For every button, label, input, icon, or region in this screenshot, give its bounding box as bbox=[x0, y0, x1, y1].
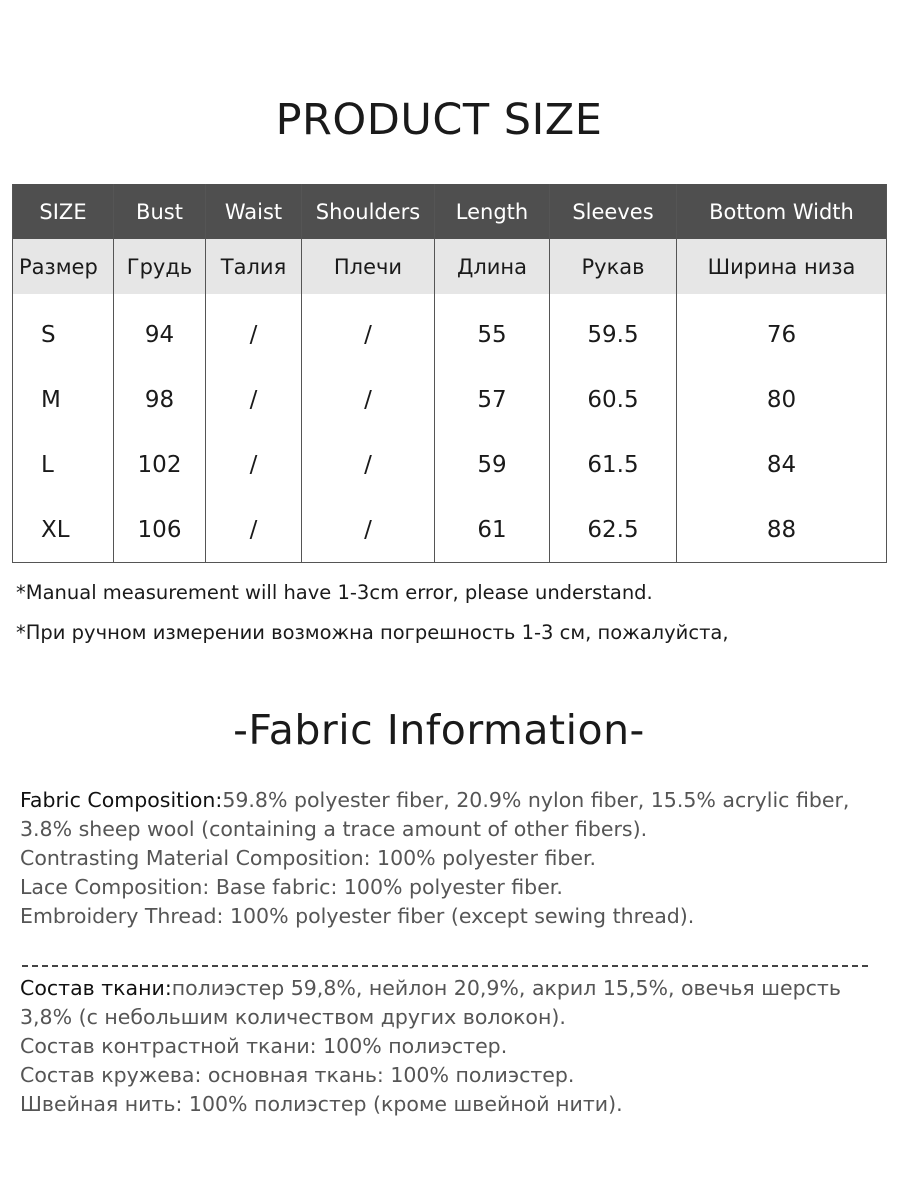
measurement-note-en: *Manual measurement will have 1-3cm error, please understand. bbox=[16, 581, 653, 604]
header-bottom-width-ru: Ширина низа bbox=[677, 239, 887, 294]
header-waist-ru: Талия bbox=[206, 239, 302, 294]
cell-size: L bbox=[13, 432, 114, 497]
cell-size: S bbox=[13, 294, 114, 367]
fabric-composition-label-ru: Состав ткани: bbox=[20, 976, 172, 1000]
table-row bbox=[13, 432, 887, 497]
table-header-row-ru bbox=[13, 239, 887, 294]
cell-waist: / bbox=[206, 432, 302, 497]
embroidery-thread-en: Embroidery Thread: 100% polyester fiber (except sewing thread). bbox=[20, 904, 695, 928]
contrasting-material-ru: Состав контрастной ткани: 100% полиэстер. bbox=[20, 1034, 508, 1058]
header-size: SIZE bbox=[13, 184, 114, 239]
cell-bottom-width: 76 bbox=[677, 294, 887, 367]
fabric-composition-text: 59.8% polyester fiber, 20.9% nylon fiber, 15.5% acrylic fiber, 3.8% sheep wool (containing a trace amount of other fibers). bbox=[20, 788, 850, 841]
cell-waist: / bbox=[206, 497, 302, 563]
header-sleeves: Sleeves bbox=[550, 184, 677, 239]
header-sleeves-ru: Рукав bbox=[550, 239, 677, 294]
header-waist: Waist bbox=[206, 184, 302, 239]
table-row bbox=[13, 294, 887, 367]
header-length: Length bbox=[435, 184, 550, 239]
header-shoulders: Shoulders bbox=[302, 184, 435, 239]
cell-length: 57 bbox=[435, 367, 550, 432]
cell-sleeves: 61.5 bbox=[550, 432, 677, 497]
cell-sleeves: 59.5 bbox=[550, 294, 677, 367]
cell-bottom-width: 80 bbox=[677, 367, 887, 432]
cell-bust: 98 bbox=[114, 367, 206, 432]
fabric-composition-label: Fabric Composition: bbox=[20, 788, 223, 812]
fabric-information-title: -Fabric Information- bbox=[233, 706, 645, 754]
cell-shoulders: / bbox=[302, 294, 435, 367]
dashed-divider bbox=[22, 965, 868, 967]
lace-composition-ru: Состав кружева: основная ткань: 100% полиэстер. bbox=[20, 1063, 575, 1087]
cell-bottom-width: 84 bbox=[677, 432, 887, 497]
fabric-composition-text-ru: полиэстер 59,8%, нейлон 20,9%, акрил 15,5%, овечья шерсть 3,8% (с небольшим количеством других волокон). bbox=[20, 976, 841, 1029]
cell-length: 55 bbox=[435, 294, 550, 367]
header-size-ru: Размер bbox=[13, 239, 114, 294]
lace-composition-en: Lace Composition: Base fabric: 100% polyester fiber. bbox=[20, 875, 563, 899]
measurement-note-ru: *При ручном измерении возможна погрешность 1-3 см, пожалуйста, bbox=[16, 621, 729, 644]
cell-size: XL bbox=[13, 497, 114, 563]
header-bottom-width: Bottom Width bbox=[677, 184, 887, 239]
header-bust-ru: Грудь bbox=[114, 239, 206, 294]
table-header-row-en bbox=[13, 184, 887, 239]
cell-size: M bbox=[13, 367, 114, 432]
cell-bottom-width: 88 bbox=[677, 497, 887, 563]
fabric-composition-en bbox=[20, 786, 870, 844]
cell-waist: / bbox=[206, 367, 302, 432]
cell-length: 61 bbox=[435, 497, 550, 563]
header-length-ru: Длина bbox=[435, 239, 550, 294]
cell-bust: 94 bbox=[114, 294, 206, 367]
table-row bbox=[13, 497, 887, 563]
fabric-composition-ru bbox=[20, 974, 870, 1032]
size-chart-table bbox=[12, 184, 887, 563]
sewing-thread-ru: Швейная нить: 100% полиэстер (кроме швейной нити). bbox=[20, 1092, 623, 1116]
header-shoulders-ru: Плечи bbox=[302, 239, 435, 294]
cell-shoulders: / bbox=[302, 497, 435, 563]
header-bust: Bust bbox=[114, 184, 206, 239]
cell-shoulders: / bbox=[302, 367, 435, 432]
fabric-info-ru bbox=[20, 974, 870, 1119]
cell-sleeves: 62.5 bbox=[550, 497, 677, 563]
cell-shoulders: / bbox=[302, 432, 435, 497]
cell-length: 59 bbox=[435, 432, 550, 497]
cell-bust: 102 bbox=[114, 432, 206, 497]
cell-sleeves: 60.5 bbox=[550, 367, 677, 432]
cell-waist: / bbox=[206, 294, 302, 367]
cell-bust: 106 bbox=[114, 497, 206, 563]
contrasting-material-en: Contrasting Material Composition: 100% polyester fiber. bbox=[20, 846, 597, 870]
table-row bbox=[13, 367, 887, 432]
product-size-title: PRODUCT SIZE bbox=[275, 95, 603, 145]
fabric-info-en bbox=[20, 786, 870, 931]
